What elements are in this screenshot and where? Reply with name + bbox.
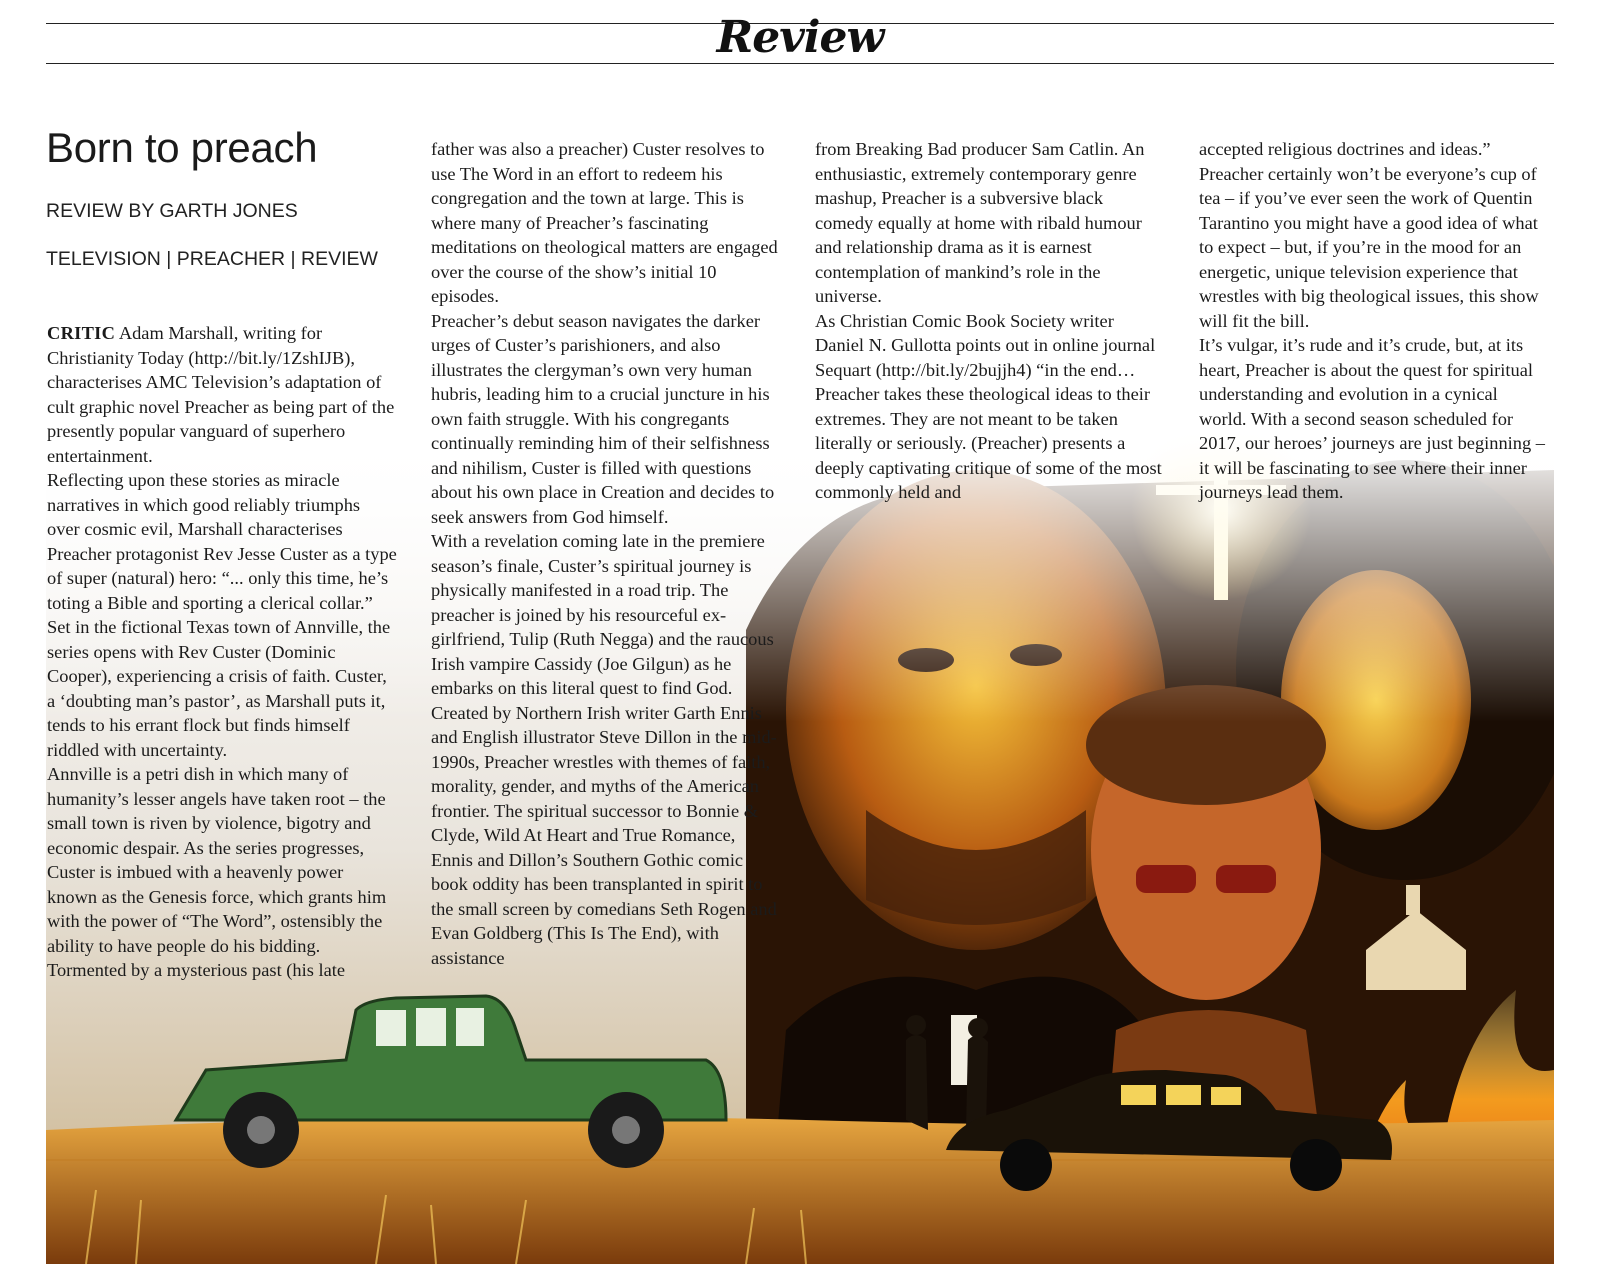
paragraph: Preacher’s debut season navigates the darker urges of Custer’s parishioners, and also illustrates the clergyman’s own very human hubris, leading him to a crucial juncture in his own faith struggle. With his congregants continually reminding him of their selfishness and nihilism, Custer is filled with questions about his own place in Creation and decides to seek answers from God himself. (431, 310, 775, 527)
paragraph: As Christian Comic Book Society writer Daniel N. Gullotta points out in online journal Sequart (http://bit.ly/2bujjh4) “in the end… Preacher takes these theological ideas to their extremes. They are not meant to be taken literally or seriously. (Preacher) presents a deeply captivating critique of some of the most commonly held and (815, 310, 1162, 502)
paragraph: father was also a preacher) Custer resolves to use The Word in an effort to redeem his congregation and the town at large. This is where many of Preacher’s fascinating meditations on theological matters are engaged over the course of the show’s initial 10 episodes. (431, 139, 778, 306)
paragraph: Annville is a petri dish in which many of humanity’s lesser angels have taken root – the small town is riven by violence, bigotry and economic despair. As the series progresses, Custer is imbued with a heavenly power known as the Genesis force, which grants him with the power of “The Word”, ostensibly the ability to have people do his bidding. (47, 764, 387, 956)
article-column-1 (47, 321, 397, 983)
paragraph: Tormented by a mysterious past (his late (47, 960, 346, 980)
lead-word: CRITIC (47, 323, 116, 343)
paragraph: Created by Northern Irish writer Garth Ennis and English illustrator Steve Dillon in the mid-1990s, Preacher wrestles with themes of faith, morality, gender, and myths of the American frontier. The spiritual successor to Bonnie & Clyde, Wild At Heart and True Romance, Ennis and Dillon’s Southern Gothic comic book oddity has been transplanted in spirit to the small screen by comedians Seth Rogen and Evan Goldberg (This Is The End), with assistance (431, 702, 777, 968)
article-column-2 (431, 137, 781, 970)
paragraph-text: Adam Marshall, writing for Christianity Today (http://bit.ly/1ZshIJB), characterises AMC Television’s adaptation of cult graphic novel Preacher as being part of the presently popular vanguard of superhero entertainment. (47, 323, 395, 466)
category-tags: TELEVISION | PREACHER | REVIEW (46, 248, 378, 270)
bottom-rule (46, 63, 1554, 64)
paragraph: Set in the fictional Texas town of Annville, the series opens with Rev Custer (Dominic Cooper), experiencing a crisis of faith. Custer, a ‘doubting man’s pastor’, as Marshall puts it, tends to his errant flock but finds himself riddled with uncertainty. (47, 617, 391, 760)
paragraph: With a revelation coming late in the premiere season’s finale, Custer’s spiritual journey is physically manifested in a road trip. The preacher is joined by his resourceful ex-girlfriend, Tulip (Ruth Negga) and the raucous Irish vampire Cassidy (Joe Gilgun) as he embarks on this literal quest to find God. (431, 531, 774, 698)
paragraph: It’s vulgar, it’s rude and it’s crude, but, at its heart, Preacher is about the quest for spiritual understanding and evolution in a cynical world. With a second season scheduled for 2017, our heroes’ journeys are just beginning – it will be fascinating to see where their inner journeys lead them. (1199, 335, 1545, 502)
article-column-3 (815, 137, 1165, 505)
article-column-4 (1199, 137, 1549, 505)
paragraph (47, 321, 397, 468)
paragraph: from Breaking Bad producer Sam Catlin. An enthusiastic, extremely contemporary genre mashup, Preacher is a subversive black comedy equally at home with ribald humour and relationship drama as it is earnest contemplation of mankind’s role in the universe. (815, 139, 1145, 306)
byline: REVIEW BY GARTH JONES (46, 200, 298, 222)
article-title: Born to preach (46, 124, 318, 171)
paragraph: Reflecting upon these stories as miracle narratives in which good reliably triumphs over cosmic evil, Marshall characterises Preacher protagonist Rev Jesse Custer as a type of super (natural) hero: “... only this time, he’s toting a Bible and sporting a clerical collar.” (47, 470, 397, 613)
section-title: Review (716, 12, 884, 63)
paragraph: accepted religious doctrines and ideas.” Preacher certainly won’t be everyone’s cup of tea – if you’ve ever seen the work of Quentin Tarantino you might have a good idea of what to expect – but, if you’re in the mood for an energetic, unique television experience that wrestles with big theological issues, this show will fit the bill. (1199, 139, 1539, 331)
